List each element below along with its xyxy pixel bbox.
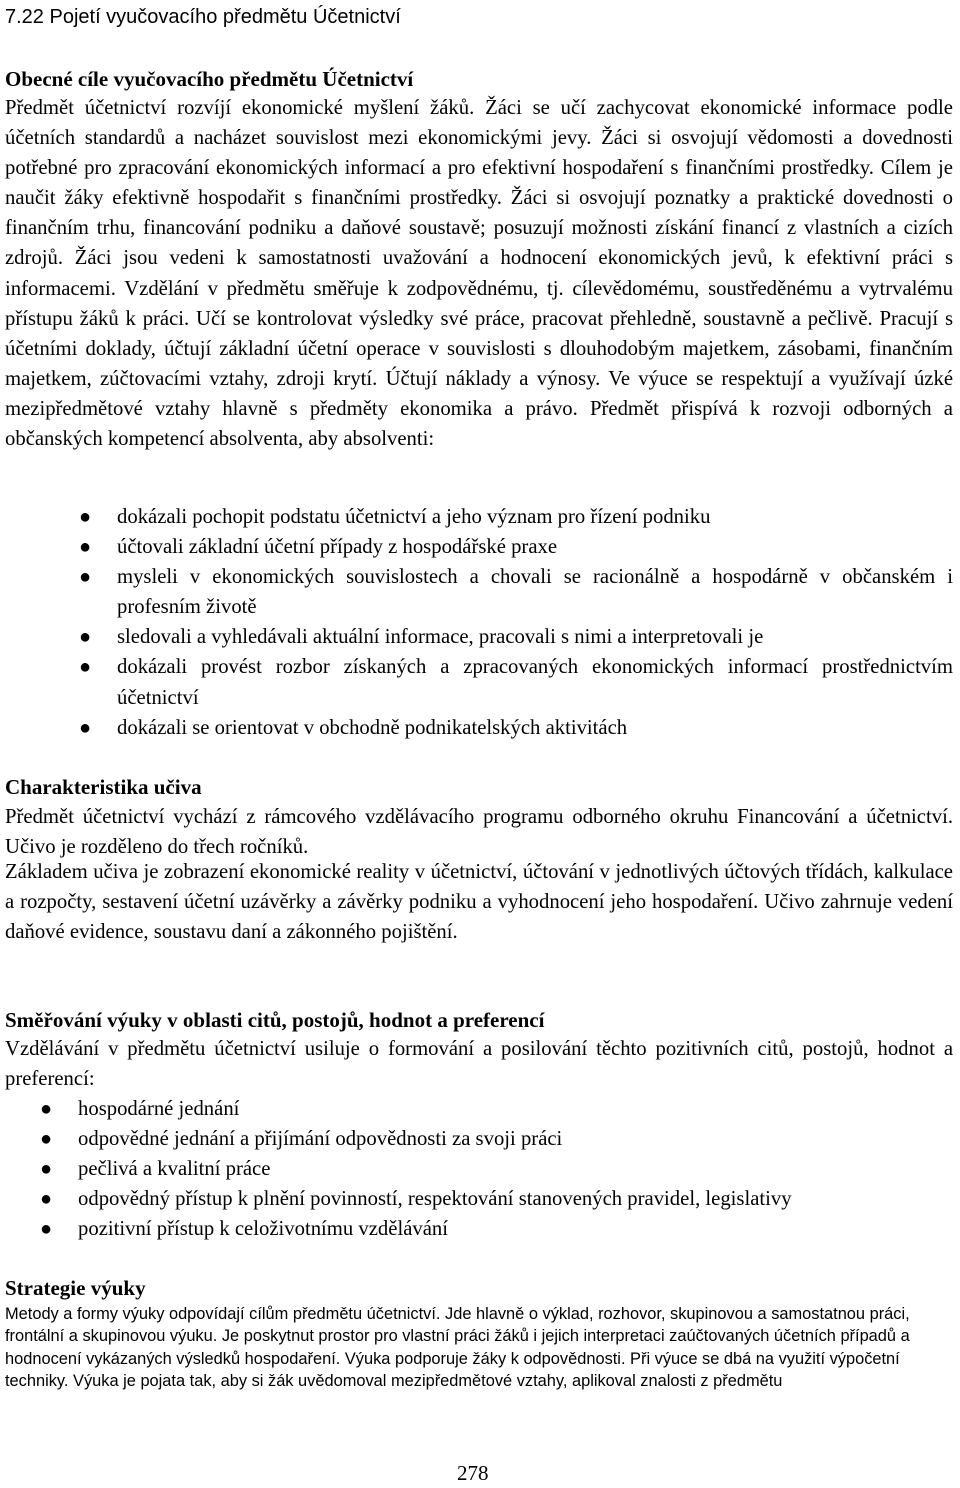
bullet-icon: ●	[40, 1128, 53, 1151]
bullet-icon: ●	[40, 1218, 53, 1241]
curriculum-heading: Charakteristika učiva	[5, 775, 202, 799]
list-item: ● účtovali základní účetní případy z hospodářské praxe	[117, 532, 953, 562]
bullet-icon: ●	[79, 566, 92, 589]
goals-paragraph: Předmět účetnictví rozvíjí ekonomické myšlení žáků. Žáci se učí zachycovat ekonomické informace podle účetních standardů a nacházet souvislost mezi ekonomickými jevy. Žáci si osvojují vědomosti a dovednosti potřebné pro zpracování ekonomických informací a pro efektivní hospodaření s finančními prostředky. Cílem je naučit žáky efektivně hospodařit s finančními prostředky. Žáci si osvojují poznatky a praktické dovednosti o finančním trhu, financování podniku a daňové soustavě; posuzují možnosti získání financí z vlastních a cizích zdrojů. Žáci jsou vedeni k samostatnosti uvažování a hodnocení ekonomických jevů, k efektivní práci s informacemi. Vzdělání v předmětu směřuje k zodpovědnému, tj. cílevědomému, soustředěnému a vytrvalému přístupu žáků k práci. Učí se kontrolovat výsledky své práce, pracovat přehledně, soustavně a pečlivě. Pracují s účetními doklady, účtují základní účetní operace v souvislosti s dlouhodobým majetkem, zásobami, finančním majetkem, zúčtovacími vztahy, zdroji krytí. Účtují náklady a výnosy. Ve výuce se respektují a využívají úzké mezipředmětové vztahy hlavně s předměty ekonomika a právo. Předmět přispívá k rozvoji odborných a občanských kompetencí absolventa, aby absolventi:	[5, 97, 953, 451]
list-item: ● dokázali provést rozbor získaných a zpracovaných ekonomických informací prostřednictvím účetnictví	[117, 652, 953, 712]
goals-list	[79, 502, 953, 743]
bullet-icon: ●	[40, 1158, 53, 1181]
bullet-icon: ●	[40, 1188, 53, 1211]
bullet-icon: ●	[79, 656, 92, 679]
list-item: ● pečlivá a kvalitní práce	[78, 1154, 953, 1184]
list-item: ● odpovědný přístup k plnění povinností, respektování stanovených pravidel, legislativy	[78, 1184, 953, 1214]
bullet-icon: ●	[40, 1098, 53, 1120]
curriculum-paragraph-2: Základem učiva je zobrazení ekonomické reality v účetnictví, účtování v jednotlivých účtových třídách, kalkulace a rozpočty, sestavení účetní uzávěrky a závěrky podniku a vyhodnocení jeho hospodaření. Učivo zahrnuje vedení daňové evidence, soustavu daní a zákonného pojištění.	[5, 861, 953, 944]
bullet-icon: ●	[79, 536, 92, 559]
strategy-heading: Strategie výuky	[5, 1276, 146, 1300]
curriculum-paragraph-1: Předmět účetnictví vychází z rámcového vzdělávacího programu odborného okruhu Financování a účetnictví. Učivo je rozděleno do třech ročníků.	[5, 806, 953, 859]
list-item: ● odpovědné jednání a přijímání odpovědnosti za svoji práci	[78, 1124, 953, 1154]
list-item: ● hospodárné jednání	[78, 1094, 953, 1124]
bullet-icon: ●	[79, 506, 92, 528]
list-item: ● dokázali pochopit podstatu účetnictví a jeho význam pro řízení podniku	[117, 502, 953, 532]
page-number: 278	[457, 1461, 489, 1485]
goals-heading: Obecné cíle vyučovacího předmětu Účetnictví	[5, 67, 414, 91]
bullet-icon: ●	[79, 626, 92, 649]
attitudes-list	[40, 1094, 953, 1244]
list-item: ● sledovali a vyhledávali aktuální informace, pracovali s nimi a interpretovali je	[117, 622, 953, 652]
list-item: ● dokázali se orientovat v obchodně podnikatelských aktivitách	[117, 713, 953, 743]
bullet-icon: ●	[79, 716, 92, 739]
list-item: ● mysleli v ekonomických souvislostech a chovali se racionálně a hospodárně v občanském i profesním životě	[117, 562, 953, 622]
list-item: ● pozitivní přístup k celoživotnímu vzdělávání	[78, 1214, 953, 1244]
page-title: 7.22 Pojetí vyučovacího předmětu Účetnictví	[5, 6, 401, 28]
attitudes-paragraph: Vzdělávání v předmětu účetnictví usiluje o formování a posilování těchto pozitivních citů, postojů, hodnot a preferencí:	[5, 1038, 953, 1091]
strategy-paragraph: Metody a formy výuky odpovídají cílům předmětu účetnictví. Jde hlavně o výklad, rozhovor, skupinovou a samostatnou práci, frontální a skupinovou výuku. Je poskytnut prostor pro vlastní práci žáků i jejich interpretaci zaúčtovaných účetních případů a hodnocení vykázaných výsledků hospodaření. Výuka podporuje žáky k odpovědnosti. Při výuce se dbá na využití výpočetní techniky. Výuka je pojata tak, aby si žák uvědomoval mezipředmětové vztahy, aplikoval znalosti z předmětu	[5, 1305, 910, 1390]
attitudes-heading: Směřování výuky v oblasti citů, postojů, hodnot a preferencí	[5, 1008, 545, 1032]
